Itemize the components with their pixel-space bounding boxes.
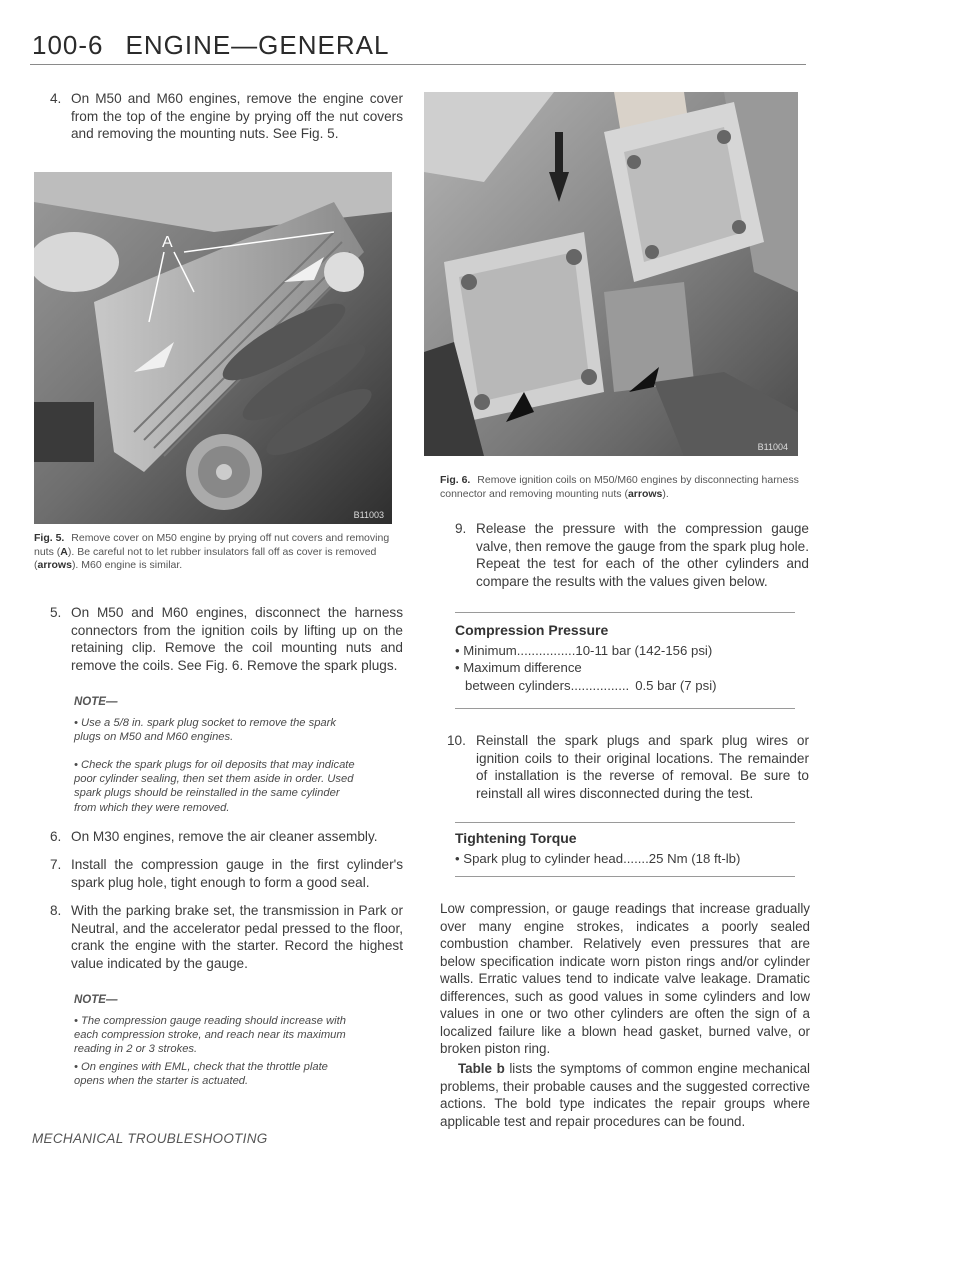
fig6-caption-bold: arrows xyxy=(627,487,663,500)
page-header xyxy=(32,30,389,61)
note-bullet: • Check the spark plugs for oil deposits that may indicate poor cylinder sealing, then set them aside in order. Used spark plugs should be reinstalled in the same cylinder from which they were removed. xyxy=(74,759,355,814)
note-bullet: • On engines with EML, check that the throttle plate opens when the starter is actuated. xyxy=(74,1061,328,1088)
spec-row-spark-plug xyxy=(455,850,795,868)
step-number: 5. xyxy=(50,605,62,620)
step-5 xyxy=(50,604,403,676)
page-number: 100-6 xyxy=(32,30,104,60)
step-6 xyxy=(50,828,403,848)
step-number: 9. xyxy=(455,521,467,536)
spec-label: between cylinders xyxy=(465,677,571,693)
ignition-coils-photo xyxy=(424,92,798,456)
step-number: 4. xyxy=(50,91,62,106)
step-4 xyxy=(50,90,403,146)
step-number: 8. xyxy=(50,903,62,918)
engine-cover-photo xyxy=(34,172,392,524)
spec-rule xyxy=(455,612,795,613)
step-text: Release the pressure with the compression gauge valve, then remove the gauge from the spark plug hole. Repeat the test for each of the other cylinders and compare the results with the values given below. xyxy=(476,521,809,589)
spec-row-maxdiff xyxy=(455,659,795,677)
page-title: ENGINE—GENERAL xyxy=(125,30,390,60)
table-ref: Table b xyxy=(458,1061,505,1076)
step-text: On M50 and M60 engines, remove the engine cover from the top of the engine by prying off the nut covers and removing the mounting nuts. See Fig. 5. xyxy=(71,91,403,142)
spec-leader: ................ xyxy=(570,677,630,693)
spec-label: • Maximum difference xyxy=(455,660,582,675)
fig5-caption-bold: A xyxy=(60,545,68,558)
spec-row-minimum xyxy=(455,642,795,660)
step-text: Install the compression gauge in the first cylinder's spark plug hole, tight enough to form a good seal. xyxy=(71,857,403,890)
step-9 xyxy=(455,520,809,594)
paragraph-text: lists the symptoms of common engine mechanical problems, their probable causes and the suggested corrective actions. The bold type indicates the repair groups where applicable test and repair procedures can be found. xyxy=(440,1061,810,1129)
fig6-photo-code: B11004 xyxy=(757,442,788,452)
fig6-caption xyxy=(440,474,810,501)
note-heading: NOTE— xyxy=(74,994,118,1006)
spec-label: • Spark plug to cylinder head xyxy=(455,850,624,866)
note-heading: NOTE— xyxy=(74,696,118,708)
paragraph-table-b xyxy=(440,1060,810,1130)
spec-leader: ....... xyxy=(623,850,649,866)
header-rule xyxy=(30,64,806,65)
note-bullet: • The compression gauge reading should increase with each compression stroke, and reach near its maximum reading in 2 or 3 strokes. xyxy=(74,1015,346,1056)
spec-title: Tightening Torque xyxy=(455,830,577,846)
fig5-callout-a: A xyxy=(162,234,173,251)
step-text: With the parking brake set, the transmission in Park or Neutral, and the accelerator pedal pressed to the floor, crank the engine with the starter. Record the highest value indicated by the gauge. xyxy=(71,903,403,971)
fig5-caption-text: ). M60 engine is similar. xyxy=(71,559,183,571)
step-text: Reinstall the spark plugs and spark plug wires or ignition coils to their original locations. The remainder of installation is the reverse of removal. Be sure to reinstall all wires disconnected during the test. xyxy=(476,733,809,801)
fig6-caption-text: ). xyxy=(662,487,669,500)
fig6-caption-text: Remove ignition coils on M50/M60 engines by disconnecting harness connector and removing mounting nuts ( xyxy=(440,474,799,500)
spec-leader: ................ xyxy=(516,642,576,658)
fig6-photo xyxy=(424,92,798,456)
fig5-caption-bold: arrows xyxy=(37,559,72,571)
spec-row-between xyxy=(455,677,795,695)
fig5-photo xyxy=(34,172,392,524)
footer: MECHANICAL TROUBLESHOOTING xyxy=(32,1131,268,1146)
fig5-caption-text: Remove cover on M50 engine by prying off nut covers and removing nuts ( xyxy=(34,532,390,558)
spec-rule xyxy=(455,822,795,823)
spec-label: • Minimum xyxy=(455,642,517,658)
torque-spec xyxy=(455,830,795,867)
spec-rule xyxy=(455,708,795,709)
step-text: On M30 engines, remove the air cleaner assembly. xyxy=(71,829,378,844)
step-text: On M50 and M60 engines, disconnect the harness connectors from the ignition coils by lifting up on the retaining clip. Remove the coil mounting nuts and remove the coils. See Fig. 6. Remove the spark plugs. xyxy=(71,605,403,673)
fig5-caption-text: ). Be careful not to let rubber insulators fall off as cover is removed ( xyxy=(34,545,377,571)
spec-value: 25 Nm (18 ft-lb) xyxy=(648,850,741,866)
step-7 xyxy=(50,856,403,894)
spec-value: 0.5 bar (7 psi) xyxy=(635,677,717,693)
step-number: 6. xyxy=(50,829,62,844)
spec-rule xyxy=(455,876,795,877)
step-number: 7. xyxy=(50,857,62,872)
compression-spec xyxy=(455,622,795,694)
fig5-photo-code: B11003 xyxy=(353,510,384,520)
spec-value: 10-11 bar (142-156 psi) xyxy=(575,642,713,658)
paragraph-compression: Low compression, or gauge readings that increase gradually over many engine strokes, indicates a poorly sealed combustion chamber. Relatively even pressures that are below specification indicate worn piston rings and/or cylinder walls. Erratic values tend to indicate valve leakage. Dramatic differences, such as good values in some cylinders and low values in one or two other cylinders are often the sign of a localized failure like a blown head gasket, burned valve, or broken piston ring. xyxy=(440,901,810,1056)
step-10 xyxy=(447,732,809,806)
fig6-label: Fig. 6. xyxy=(440,474,471,486)
step-number: 10. xyxy=(447,733,466,748)
note-bullet: • Use a 5/8 in. spark plug socket to remove the spark plugs on M50 and M60 engines. xyxy=(74,717,336,744)
fig5-caption xyxy=(34,532,402,573)
fig5-label: Fig. 5. xyxy=(34,532,65,544)
spec-title: Compression Pressure xyxy=(455,622,609,638)
step-8 xyxy=(50,902,403,976)
